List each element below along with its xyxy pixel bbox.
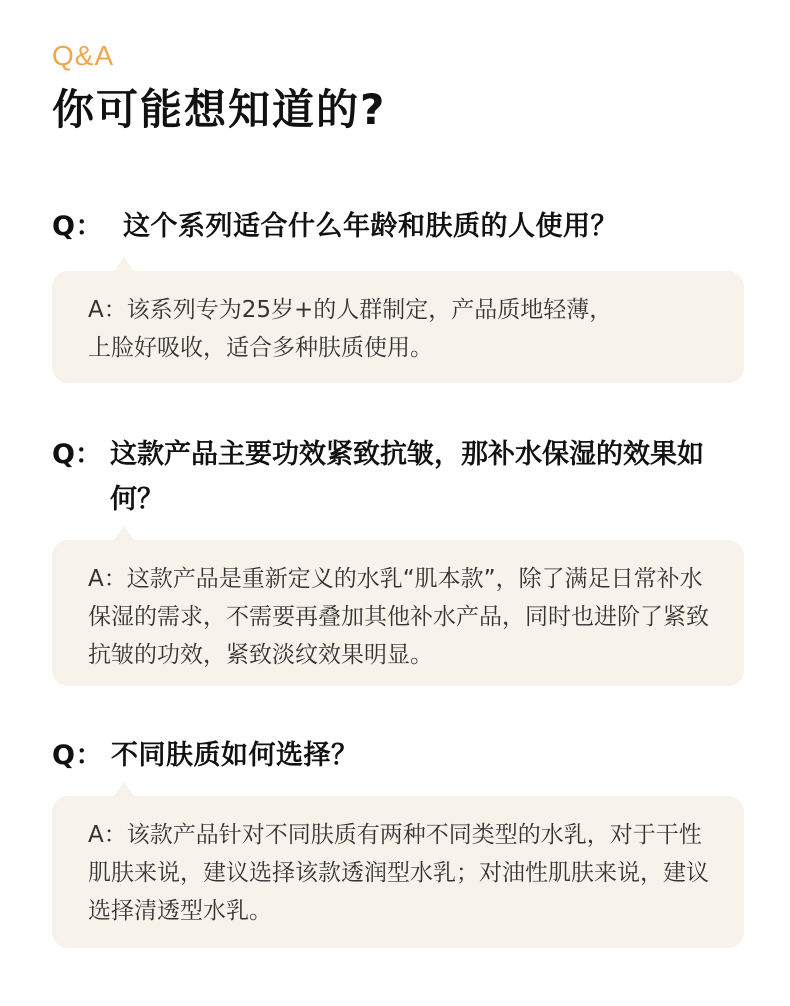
question-prefix: Q： [52,439,102,470]
question-2 [52,432,744,522]
answer-text: A：该系列专为25岁+的人群制定，产品质地轻薄，上脸好吸收，适合多种肤质使用。 [88,297,613,361]
answer-bubble-1 [52,271,744,383]
question-text: 这款产品主要功效紧致抗皱，那补水保湿的效果如何？ [109,439,704,515]
answer-bubble-2 [52,540,744,686]
answer-text: A：这款产品是重新定义的水乳“肌本款”，除了满足日常补水保湿的需求，不需要再叠加其他补水产品，同时也进阶了紧致抗皱的功效，紧致淡纹效果明显。 [88,566,709,668]
qa-item-3 [52,733,744,948]
question-1 [52,204,744,249]
page-title: 你可能想知道的? [52,85,387,134]
question-prefix: Q： [52,740,103,771]
question-prefix: Q： [52,211,103,242]
question-text: 这个系列适合什么年龄和肤质的人使用？ [122,211,618,242]
answer-bubble-3 [52,796,744,948]
qa-item-1 [52,204,744,383]
qa-item-2 [52,432,744,686]
question-3 [52,733,744,778]
answer-text: A：该款产品针对不同肤质有两种不同类型的水乳，对于干性肌肤来说，建议选择该款透润型水乳；对油性肌肤来说，建议选择清透型水乳。 [88,822,709,924]
qa-section-eyebrow: Q&A [52,40,115,71]
question-text: 不同肤质如何选择？ [110,740,359,771]
